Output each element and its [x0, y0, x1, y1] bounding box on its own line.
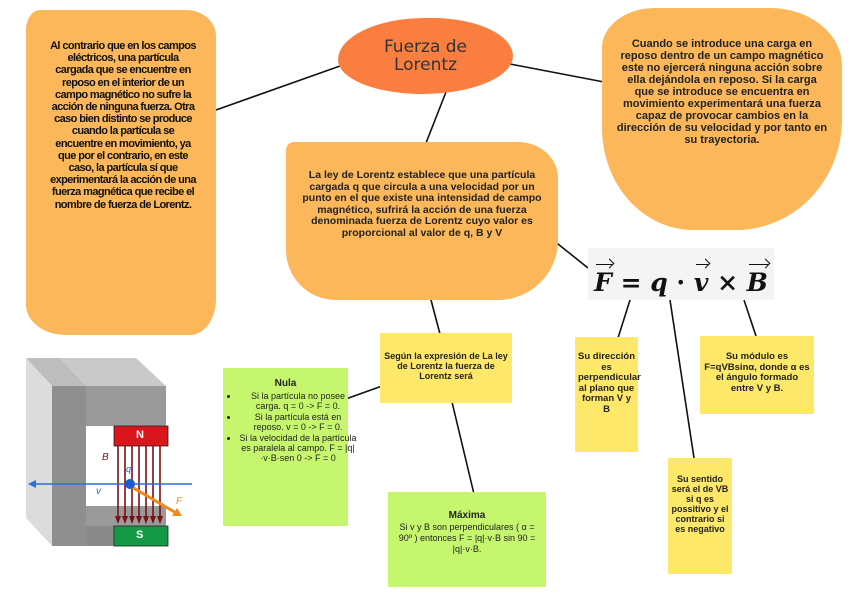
- note-direccion: [575, 337, 641, 452]
- note-modulo: [700, 336, 814, 414]
- right-info-text: Cuando se introduce una carga en reposo dentro de un campo magnético este no ejercerá ninguna acción sobre ella dejándola en reposo. Si la carga que se introduce se encuentra en movimiento experimentará una fuerza capaz de provocar cambios en la dirección de su velocidad y por tanto en su trayectoria.: [616, 38, 828, 146]
- note-nula: [223, 368, 357, 526]
- formula-cross: ×: [708, 268, 747, 297]
- list-item: • Si la partícula no posee carga. q = 0 -> F = 0.: [239, 391, 357, 411]
- list-item: • Si la partícula está en reposo. v = 0 -> F = 0.: [239, 412, 357, 432]
- lorentz-formula: [588, 248, 774, 300]
- charge-q-label: q: [126, 464, 132, 474]
- left-info-blob: [26, 10, 216, 335]
- left-info-text: Al contrario que en los campos eléctricos, una partícula cargada que se encuentre en reposo en el interior de un campo magnético no sufre la acción de ninguna fuerza. Otra caso bien distinto se produce cuando la partícula se encuentre en movimiento, ya que por el contrario, en este caso, la partícula sí que experimentará la acción de una fuerza magnética que recibe el nombre de fuerza de Lorentz.: [50, 40, 196, 211]
- line-title-left: [216, 66, 340, 110]
- formula-dot: ·: [667, 268, 694, 297]
- magnet-svg: [26, 356, 194, 548]
- note-segun-text: Según la expresión de La ley de Lorentz la fuerza de Lorentz será: [384, 351, 508, 381]
- line-formula-dir: [618, 300, 630, 338]
- formula-velocity: v: [693, 268, 709, 297]
- title-bubble: [338, 18, 513, 94]
- note-direccion-text: Su dirección es perpendicular al plano que forman V y B: [578, 351, 641, 415]
- note-maxima: [388, 492, 546, 587]
- note-segun: [380, 333, 512, 403]
- velocity-v-label: v: [96, 486, 101, 497]
- right-info-blob: [602, 8, 842, 230]
- formula-force: F: [594, 268, 612, 297]
- page-title: Fuerza de Lorentz: [383, 37, 468, 75]
- formula-field: B: [746, 268, 768, 297]
- formula-charge: q: [650, 268, 668, 297]
- note-maxima-title: Máxima: [448, 510, 486, 521]
- note-sentido-text: Su sentido será el de VB si q es possitivo y el contrario si es negativo: [671, 474, 729, 534]
- note-maxima-text: Si v y B son perpendiculares ( α = 90º ) entonces F = |q|·v·B sin 90 = |q|·v·B.: [398, 522, 536, 554]
- magnet-illustration: [26, 356, 194, 548]
- center-info-text: La ley de Lorentz establece que una partícula cargada q que circula a una velocidad por un punto en el que existe una intensidad de campo magnético, sufrirá la acción de una fuerza denominada fuerza de Lorentz cuyo valor es proporcional al valor de q, B y V: [302, 169, 542, 239]
- note-nula-title: Nula: [274, 378, 297, 389]
- note-sentido: [668, 458, 732, 574]
- line-title-right: [510, 64, 604, 82]
- note-nula-list: [227, 391, 357, 464]
- line-formula-mod: [744, 300, 756, 336]
- line-center-segun: [431, 300, 440, 334]
- list-item: • Si la velocidad de la partícula es paralela al campo. F = |q|·v·B·sen 0 -> F = 0: [239, 433, 357, 463]
- formula-equals: =: [611, 268, 651, 297]
- note-modulo-text: Su módulo es F=qVBsinα, donde α es el ángulo formado entre V y B.: [704, 351, 810, 394]
- field-b-label: B: [102, 452, 109, 463]
- magnet-south-label: S: [136, 529, 144, 541]
- force-f-label: F: [176, 496, 183, 507]
- magnet-north-label: N: [136, 429, 144, 441]
- center-info-blob: [286, 142, 558, 300]
- line-formula-sent: [670, 300, 694, 458]
- line-title-center: [426, 92, 446, 143]
- line-segun-max: [452, 402, 474, 494]
